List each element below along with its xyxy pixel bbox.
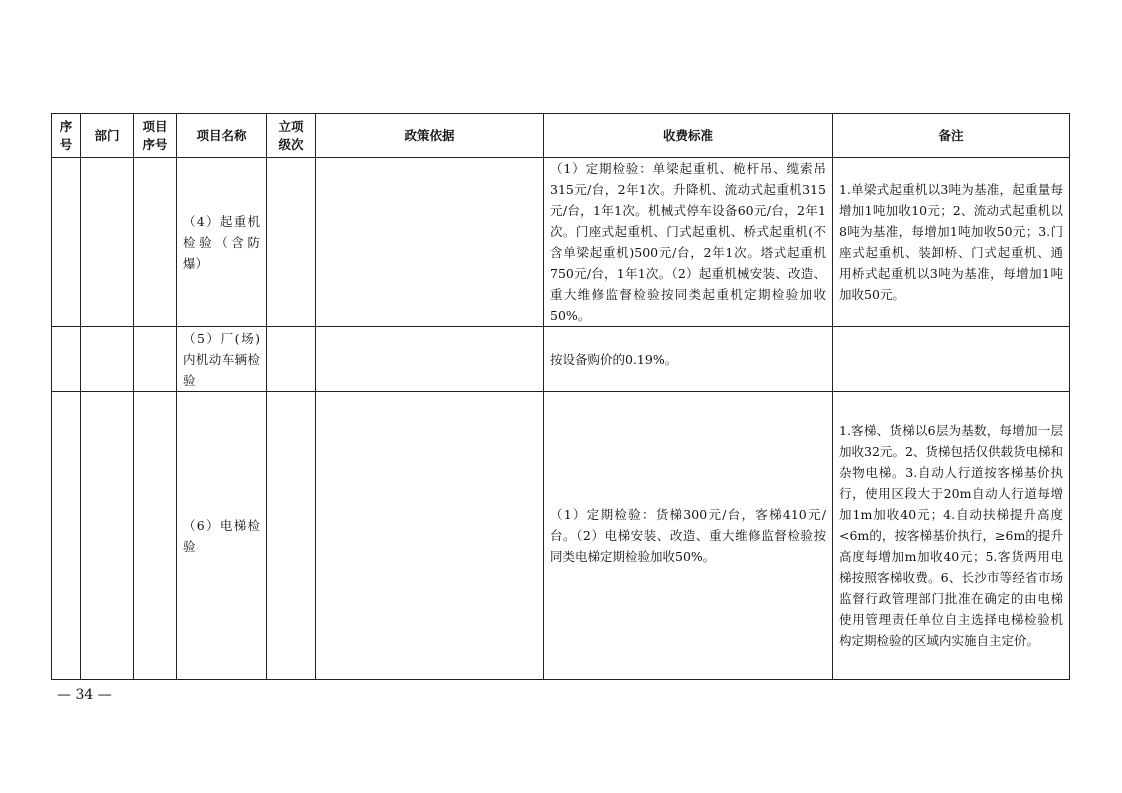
cell-fee: 按设备购价的0.19%。 xyxy=(544,327,833,392)
header-item-seq: 项目序号 xyxy=(134,114,177,158)
cell-level xyxy=(267,158,316,327)
cell-item-name: （5）厂(场)内机动车辆检验 xyxy=(177,327,267,392)
header-level: 立项级次 xyxy=(267,114,316,158)
cell-fee: （1）定期检验：货梯300元/台，客梯410元/台。（2）电梯安装、改造、重大维修监督检验按同类电梯定期检验加收50%。 xyxy=(544,392,833,680)
table-row xyxy=(52,327,1070,392)
table-row xyxy=(52,392,1070,680)
header-seq: 序号 xyxy=(52,114,81,158)
cell-level xyxy=(267,392,316,680)
cell-policy xyxy=(316,158,544,327)
header-fee: 收费标准 xyxy=(544,114,833,158)
cell-item-seq xyxy=(134,392,177,680)
fee-table xyxy=(51,113,1070,680)
cell-seq xyxy=(52,392,81,680)
cell-item-name: （4）起重机检验（含防爆） xyxy=(177,158,267,327)
table-header-row xyxy=(52,114,1070,158)
cell-item-name: （6）电梯检验 xyxy=(177,392,267,680)
cell-note xyxy=(833,327,1070,392)
cell-item-seq xyxy=(134,158,177,327)
header-item-name: 项目名称 xyxy=(177,114,267,158)
cell-note: 1.客梯、货梯以6层为基数，每增加一层加收32元。2、货梯包括仅供载货电梯和杂物电梯。3.自动人行道按客梯基价执行，使用区段大于20m自动人行道每增加1m加收40元；4.自动扶梯提升高度<6m的，按客梯基价执行，≥6m的提升高度每增加m加收40元；5.客货两用电梯按照客梯收费。6、长沙市等经省市场监督行政管理部门批准在确定的由电梯使用管理责任单位自主选择电梯检验机构定期检验的区域内实施自主定价。 xyxy=(833,392,1070,680)
header-note: 备注 xyxy=(833,114,1070,158)
cell-item-seq xyxy=(134,327,177,392)
cell-seq xyxy=(52,158,81,327)
cell-dept xyxy=(81,392,134,680)
cell-level xyxy=(267,327,316,392)
cell-fee: （1）定期检验：单梁起重机、桅杆吊、缆索吊315元/台，2年1次。升降机、流动式起重机315元/台，1年1次。机械式停车设备60元/台，2年1次。门座式起重机、门式起重机、桥式起重机(不含单梁起重机)500元/台，2年1次。塔式起重机750元/台，1年1次。（2）起重机械安装、改造、重大维修监督检验按同类起重机定期检验加收50%。 xyxy=(544,158,833,327)
cell-policy xyxy=(316,392,544,680)
cell-policy xyxy=(316,327,544,392)
cell-seq xyxy=(52,327,81,392)
cell-note: 1.单梁式起重机以3吨为基准，起重量每增加1吨加收10元；2、流动式起重机以8吨为基准，每增加1吨加收50元；3.门座式起重机、装卸桥、门式起重机、通用桥式起重机以3吨为基准，每增加1吨加收50元。 xyxy=(833,158,1070,327)
header-dept: 部门 xyxy=(81,114,134,158)
table-row xyxy=(52,158,1070,327)
page-number: — 34 — xyxy=(57,687,112,703)
cell-dept xyxy=(81,158,134,327)
header-policy: 政策依据 xyxy=(316,114,544,158)
cell-dept xyxy=(81,327,134,392)
